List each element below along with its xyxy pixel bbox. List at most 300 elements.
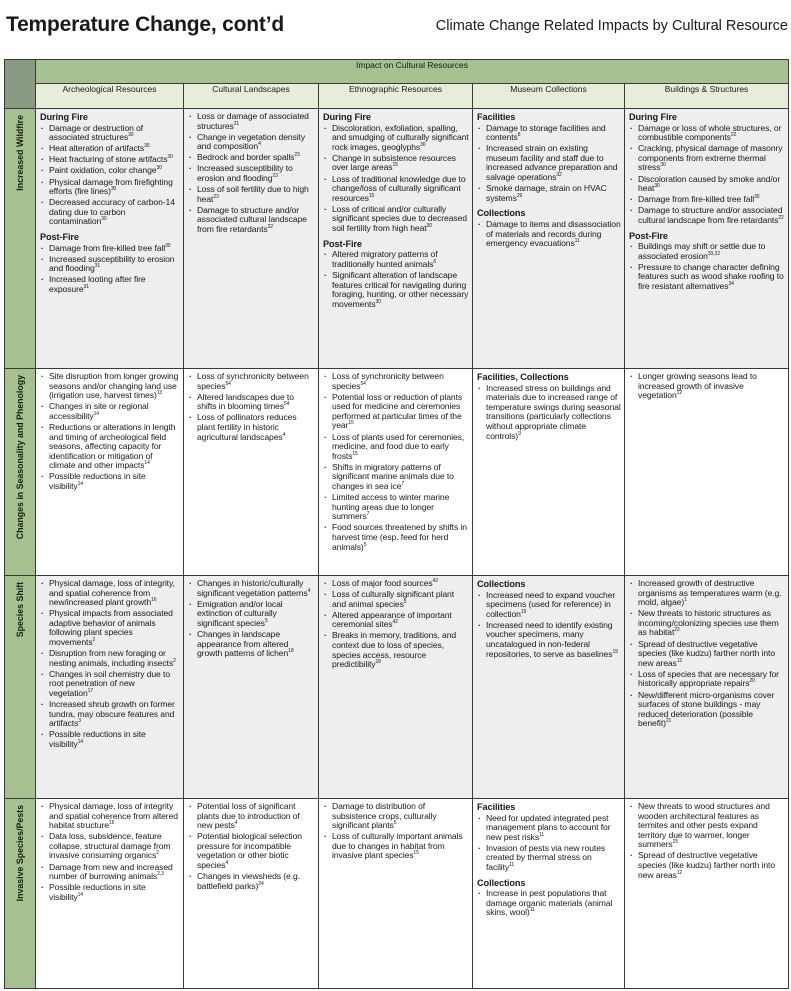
list-item xyxy=(188,133,315,152)
cell-museum xyxy=(473,576,625,799)
list-item-text: Increased growth of destructive organisms as temperatures warm (e.g. mold, algae) xyxy=(638,578,782,608)
cell-ethnographic xyxy=(319,109,473,369)
list-item-text: Increased looting after fire exposure xyxy=(49,274,146,294)
citation-ref: 19 xyxy=(520,608,527,615)
list-item xyxy=(629,802,785,850)
subheading: During Fire xyxy=(629,112,677,122)
bullet-list xyxy=(323,372,469,552)
citation-ref: 11 xyxy=(529,907,535,914)
list-item-text: Damage to storage facilities and contents xyxy=(486,122,606,143)
list-item xyxy=(188,112,315,131)
list-item xyxy=(188,600,315,629)
citation-ref: 14 xyxy=(144,460,150,467)
citation-ref: 15 xyxy=(413,850,419,857)
list-item-text: Increased need to identify existing voucher specimens, many uncatalogued in non-federal repositories, to serve as baselines xyxy=(486,619,613,659)
citation-ref: 30 xyxy=(660,162,666,169)
list-item xyxy=(323,631,469,669)
citation-ref: 54 xyxy=(283,401,290,408)
cell-buildings xyxy=(625,369,789,576)
list-item xyxy=(323,493,469,522)
subheading: During Fire xyxy=(323,112,371,122)
list-item-text: Damage to distribution of subsistence crops, culturally significant plants xyxy=(332,801,437,831)
list-item-text: Data loss, subsidence, feature collapse, structural damage from invasive consuming organics xyxy=(49,831,171,861)
citation-ref: 4 xyxy=(234,820,238,827)
list-item-text: Need for updated integrated pest management plans to account for new pest risks xyxy=(486,812,611,842)
list-item xyxy=(40,670,180,699)
citation-ref: 23 xyxy=(213,193,219,200)
list-item-text: New/different micro-organisms cover surfaces of stone buildings - may reduced deterioration (possible benefit) xyxy=(638,689,775,729)
list-item xyxy=(323,611,469,630)
list-item xyxy=(188,206,315,235)
citation-ref: 42 xyxy=(392,619,398,626)
citation-ref: 14 xyxy=(93,411,99,418)
citation-ref: 4 xyxy=(258,141,261,148)
list-item-text: Potential biological selection pressure for incompatible vegetation or other biotic species xyxy=(197,831,302,871)
list-item xyxy=(477,184,621,203)
list-item-text: Longer growing seasons lead to increased growth of invasive vegetation xyxy=(638,371,757,401)
citation-ref: 5 xyxy=(363,541,367,548)
list-item xyxy=(188,372,315,391)
citation-ref: 17 xyxy=(87,688,94,695)
list-item xyxy=(40,423,180,471)
cell-museum xyxy=(473,109,625,369)
list-item xyxy=(323,124,469,153)
cell-landscapes xyxy=(184,799,319,989)
list-item xyxy=(629,242,785,261)
bullet-list xyxy=(477,591,621,660)
citation-ref: 4 xyxy=(282,431,286,438)
citation-ref: 15 xyxy=(392,162,398,169)
citation-ref: 30 xyxy=(156,165,162,172)
page-header xyxy=(0,0,791,52)
citation-ref: 5 xyxy=(264,618,268,625)
cell-ethnographic xyxy=(319,369,473,576)
list-item-text: Disruption from new foraging or nesting animals, including insects xyxy=(49,648,174,668)
citation-ref: 30 xyxy=(165,242,171,249)
list-item-text: Damage or destruction of associated structures xyxy=(49,122,144,143)
subheading: Collections xyxy=(477,579,526,589)
list-item-text: Potential loss or reduction of plants used for medicine and ceremonies performed at particular times of the year xyxy=(332,391,463,431)
list-item xyxy=(40,244,180,254)
list-item xyxy=(188,872,315,891)
subheading: Facilities xyxy=(477,112,516,122)
list-item-text: Increased shrub growth on former tundra, may obscure features and artifacts xyxy=(49,699,175,729)
bullet-list xyxy=(323,250,469,309)
list-item xyxy=(40,579,180,608)
bullet-list xyxy=(629,242,785,291)
citation-ref: 15 xyxy=(348,420,354,427)
citation-ref: 7 xyxy=(366,511,370,518)
bullet-list xyxy=(629,579,785,729)
list-item xyxy=(40,832,180,861)
citation-ref: 14 xyxy=(77,481,83,488)
list-item xyxy=(40,730,180,749)
page-subtitle: Climate Change Related Impacts by Cultural Resource xyxy=(435,18,788,34)
bullet-list xyxy=(40,802,180,902)
list-item-text: Altered landscapes due to shifts in blooming times xyxy=(197,391,294,412)
citation-ref: 23 xyxy=(294,152,300,159)
row-header-label: Invasive Species/Pests xyxy=(15,805,25,902)
cell-archeological xyxy=(36,109,184,369)
citation-ref: 30 xyxy=(128,132,134,139)
subheading: Collections xyxy=(477,208,526,219)
list-item-text: Smoke damage, strain on HVAC systems xyxy=(486,183,607,203)
list-item xyxy=(323,802,469,831)
citation-ref: 11 xyxy=(509,862,515,869)
cell-buildings xyxy=(625,799,789,989)
list-item xyxy=(629,263,785,292)
list-item xyxy=(188,579,315,598)
list-item xyxy=(188,413,315,442)
list-item-text: Change in vegetation density and composition xyxy=(197,131,306,152)
list-item-text: Altered migratory patterns of traditionally hunted animals xyxy=(332,249,438,269)
cell-archeological xyxy=(36,799,184,989)
list-item-text: Paint oxidation, color change xyxy=(49,165,157,176)
list-item xyxy=(477,144,621,182)
citation-ref: 2 xyxy=(156,850,159,857)
list-item xyxy=(629,372,785,401)
bullet-list xyxy=(477,220,621,249)
list-item-text: Damage from fire-killed tree fall xyxy=(638,194,755,205)
citation-ref: 30 xyxy=(144,143,150,150)
list-item-text: Damage from fire-killed tree fall xyxy=(49,242,166,253)
list-item-text: Loss or damage of associated structures xyxy=(197,111,309,131)
list-item xyxy=(40,372,180,401)
list-item xyxy=(629,175,785,194)
cell-ethnographic xyxy=(319,799,473,989)
list-item-text: Possible reductions in site visibility xyxy=(49,882,146,902)
list-item xyxy=(477,220,621,249)
bullet-list xyxy=(188,579,315,659)
list-item-text: Increased susceptibility to erosion and flooding xyxy=(197,163,293,184)
list-item-text: Bedrock and border spalls xyxy=(197,152,295,163)
citation-ref: 30 xyxy=(426,223,432,230)
list-item xyxy=(40,609,180,647)
table-body xyxy=(5,109,789,989)
list-item-text: Emigration and/or local extinction of culturally significant species xyxy=(197,598,283,628)
citation-ref: 4 xyxy=(225,860,229,867)
list-item xyxy=(629,124,785,143)
list-item-text: Loss of traditional knowledge due to change/loss of culturally significant resources xyxy=(332,173,466,203)
citation-ref: 16 xyxy=(108,820,115,827)
list-item-text: Cracking, physical damage of masonry components from extreme thermal stress xyxy=(638,143,783,173)
list-item-text: Invasion of pests via new routes created by thermal stress on facility xyxy=(486,842,606,873)
citation-ref: 16 xyxy=(151,597,157,604)
list-item xyxy=(629,691,785,729)
list-item-text: Pressure to change character defining features such as wood shake roofing to fire resistant alternatives xyxy=(638,261,784,291)
citation-ref: 34 xyxy=(728,281,734,288)
list-item xyxy=(188,164,315,183)
citation-ref: 6 xyxy=(433,258,437,265)
citation-ref: 30 xyxy=(420,141,426,148)
list-item xyxy=(40,700,180,729)
list-item-text: Increase in pest populations that damage organic materials (animal skins, wool) xyxy=(486,888,613,918)
column-header-buildings: Buildings & Structures xyxy=(625,84,789,109)
list-item-text: Damage or loss of whole structures, or combustible components xyxy=(638,122,782,143)
list-item-text: Change in subsistence resources over large areas xyxy=(332,152,456,173)
citation-ref: 12 xyxy=(676,657,683,664)
column-header-archeological: Archeological Resources xyxy=(36,84,184,109)
citation-ref: 5 xyxy=(393,820,397,827)
citation-ref: 18 xyxy=(288,648,294,655)
list-item-text: Loss of soil fertility due to high heat xyxy=(197,184,309,204)
citation-ref: 15 xyxy=(352,450,358,457)
list-item xyxy=(323,579,469,589)
list-item xyxy=(477,889,621,918)
row-seasonality-phenology xyxy=(5,369,789,576)
impact-header: Impact on Cultural Resources xyxy=(36,60,789,84)
citation-ref: 14 xyxy=(77,891,83,898)
citation-ref: 30 xyxy=(375,298,381,305)
list-item-text: Loss of culturally important animals due to changes in habitat from invasive plant species xyxy=(332,831,463,861)
row-header xyxy=(5,576,36,799)
list-item-text: Possible reductions in site visibility xyxy=(49,729,146,749)
citation-ref: 1 xyxy=(684,597,687,604)
bullet-list xyxy=(477,814,621,873)
list-item-text: Reductions or alterations in length and timing of archeological field seasons, affecting capacity for identification or mitigation of climate and other impacts xyxy=(49,421,176,471)
list-item-text: Heat alteration of artifacts xyxy=(49,143,145,154)
list-item xyxy=(323,523,469,552)
citation-ref: 33,22 xyxy=(707,250,720,257)
list-item xyxy=(477,384,621,442)
page-title: Temperature Change, cont’d xyxy=(6,13,284,36)
list-item xyxy=(188,153,315,163)
list-item xyxy=(188,185,315,204)
list-item xyxy=(323,250,469,269)
list-item xyxy=(188,832,315,870)
list-item-text: Loss of pollinators reduces plant fertility in historic agricultural landscapes xyxy=(197,412,297,442)
list-item-text: Changes in viewsheds (e.g. battlefield parks) xyxy=(197,871,300,891)
cell-landscapes xyxy=(184,369,319,576)
citation-ref: 54 xyxy=(225,380,231,387)
list-item xyxy=(40,275,180,294)
list-item xyxy=(629,609,785,638)
citation-ref: 3 xyxy=(78,718,81,725)
list-item xyxy=(477,591,621,620)
list-item xyxy=(323,393,469,431)
bullet-list xyxy=(477,384,621,442)
list-item-text: Changes in soil chemistry due to root penetration of new vegetation xyxy=(49,668,170,699)
list-item xyxy=(40,124,180,143)
citation-ref: 22 xyxy=(674,627,680,634)
table-corner xyxy=(5,60,36,109)
list-item-text: Spread of destructive vegetative species (like kudzu) farther north into new areas xyxy=(638,638,776,668)
list-item-text: Damage to structure and/or associated cultural landscape from fire retardants xyxy=(197,204,307,235)
list-item xyxy=(629,144,785,173)
subheading: During Fire xyxy=(40,112,88,122)
list-item-text: Changes in landscape appearance from altered growth patterns of lichen xyxy=(197,628,289,659)
list-item-text: Physical impacts from associated adaptive behavior of animals following plant species movements xyxy=(49,608,173,648)
cell-archeological xyxy=(36,576,184,799)
list-item-text: Potential loss of significant plants due to introduction of new pests xyxy=(197,801,300,831)
list-item-text: Altered appearance of important ceremonial sites xyxy=(332,609,452,630)
bullet-list xyxy=(629,124,785,226)
list-item-text: Food sources threatened by shifts in harvest time (esp. feed for herd animals) xyxy=(332,522,467,552)
list-item xyxy=(477,621,621,659)
row-species-shift xyxy=(5,576,789,799)
row-invasive-species xyxy=(5,799,789,989)
list-item-text: New threats to historic structures as incoming/colonizing species use them as habitat xyxy=(638,608,779,638)
impacts-table xyxy=(4,59,789,989)
list-item-text: Limited access to winter marine hunting areas due to longer summers xyxy=(332,492,450,522)
list-item xyxy=(323,271,469,309)
list-item xyxy=(188,802,315,831)
cell-buildings xyxy=(625,576,789,799)
list-item-text: Physical damage, loss of integrity and spatial coherence from altered habitat structure xyxy=(49,801,178,831)
list-item-text: Physical damage from firefighting efforts (fire lines) xyxy=(49,176,173,197)
list-item xyxy=(40,472,180,491)
list-item xyxy=(323,832,469,861)
list-item xyxy=(477,814,621,843)
list-item-text: Changes in historic/culturally significant vegetation patterns xyxy=(197,578,308,598)
list-item xyxy=(40,255,180,274)
citation-ref: 30 xyxy=(110,186,117,193)
row-header-label: Changes in Seasonality and Phenology xyxy=(15,375,25,540)
list-item xyxy=(40,144,180,154)
cell-archeological xyxy=(36,369,184,576)
list-item-text: Decreased accuracy of carbon-14 dating due to carbon contamination xyxy=(49,197,175,227)
list-item-text: Breaks in memory, traditions, and context due to loss of species, species access, resource predictibility xyxy=(332,630,457,670)
citation-ref: 30 xyxy=(167,154,173,161)
citation-ref: 21 xyxy=(665,718,672,725)
citation-ref: 13 xyxy=(156,390,163,397)
list-item xyxy=(40,166,180,176)
list-item xyxy=(323,205,469,234)
list-item-text: Increased susceptibility to erosion and flooding xyxy=(49,253,175,274)
bullet-list xyxy=(629,372,785,401)
list-item-text: Changes in site or regional accessibility xyxy=(49,401,149,421)
citation-ref: 31 xyxy=(94,263,101,270)
list-item xyxy=(40,863,180,882)
cell-museum xyxy=(473,799,625,989)
list-item xyxy=(188,630,315,659)
citation-ref: 23 xyxy=(272,173,278,180)
bullet-list xyxy=(188,112,315,235)
citation-ref: 21 xyxy=(233,120,240,127)
column-header-museum: Museum Collections xyxy=(473,84,625,109)
list-item-text: Loss of major food sources xyxy=(332,578,433,588)
list-item-text: Spread of destructive vegetative species (like kudzu) farther north into new areas xyxy=(638,850,776,880)
citation-ref: 9 xyxy=(518,430,521,437)
list-item xyxy=(629,195,785,205)
list-item xyxy=(188,393,315,412)
list-item-text: Significant alteration of landscape features critical for navigating during foraging, hunting, or other necessary movements xyxy=(332,269,469,309)
citation-ref: 12 xyxy=(676,869,683,876)
list-item xyxy=(40,802,180,831)
citation-ref: 12 xyxy=(676,390,683,397)
citation-ref: 22 xyxy=(730,132,737,139)
citation-ref: 11 xyxy=(574,238,580,245)
citation-ref: 54 xyxy=(360,380,366,387)
list-item-text: Shifts in migratory patterns of significant marine animals due to changes in sea ice xyxy=(332,461,454,492)
row-header xyxy=(5,109,36,369)
list-item xyxy=(40,883,180,902)
bullet-list xyxy=(477,124,621,204)
list-item-text: Loss of species that are necessary for historically appropriate repairs xyxy=(638,668,779,689)
subheading: Post-Fire xyxy=(629,230,668,241)
citation-ref: 4 xyxy=(307,587,311,594)
list-item xyxy=(323,590,469,609)
list-item-text: Possible reductions in site visibility xyxy=(49,471,146,492)
subheading: Post-Fire xyxy=(323,238,362,249)
bullet-list xyxy=(40,372,180,492)
citation-ref: 2 xyxy=(92,637,96,644)
subheading: Facilities xyxy=(477,802,516,812)
subheading: Collections xyxy=(477,877,526,888)
citation-ref: 29 xyxy=(516,192,523,199)
bullet-list xyxy=(323,124,469,234)
list-item-text: Loss of plants used for ceremonies, medicine, and food due to early frosts xyxy=(332,431,465,461)
list-item xyxy=(40,649,180,668)
list-item-text: Discoloration caused by smoke and/or heat xyxy=(638,173,781,194)
bullet-list xyxy=(629,802,785,880)
list-item xyxy=(629,579,785,608)
subheading: Post-Fire xyxy=(40,232,79,243)
list-item xyxy=(629,206,785,225)
bullet-list xyxy=(188,372,315,442)
citation-ref: 42 xyxy=(432,578,438,585)
column-header-ethnographic: Ethnographic Resources xyxy=(319,84,473,109)
list-item-text: Damage to structure and/or associated cultural landscape from fire retardants xyxy=(638,205,783,225)
citation-ref: 32 xyxy=(556,172,562,179)
list-item xyxy=(323,175,469,204)
list-item-text: Loss of culturally significant plant and animal species xyxy=(332,589,455,609)
list-item-text: Site disruption from longer growing seasons and/or changing land use (irrigation use, harvest times) xyxy=(49,371,179,401)
bullet-list xyxy=(323,579,469,670)
list-item-text: Loss of critical and/or culturally significant species due to decreased soil fertility from high heat xyxy=(332,203,467,234)
list-item-text: Increased strain on existing museum facility and staff due to increased advance preparation and salvage operations xyxy=(486,143,618,183)
subheading: Facilities, Collections xyxy=(477,372,569,382)
list-item-text: Damage from new and increased number of burrowing animals xyxy=(49,861,173,882)
list-item-text: Increased need to expand voucher specimens (used for reference) in collection xyxy=(486,589,616,619)
cell-landscapes xyxy=(184,109,319,369)
citation-ref: 2 xyxy=(173,657,176,664)
list-item xyxy=(323,372,469,391)
citation-ref: 15 xyxy=(368,192,375,199)
bullet-list xyxy=(188,802,315,891)
row-header-label: Increased Wildfire xyxy=(15,115,25,191)
bullet-list xyxy=(40,124,180,227)
list-item xyxy=(477,844,621,873)
list-item xyxy=(40,155,180,165)
bullet-list xyxy=(323,802,469,861)
citation-ref: 30 xyxy=(101,216,107,223)
list-item-text: Increased stress on buildings and materials due to increased range of temperature swings during seasonal transitions (particularly collections without appropriate climate controls) xyxy=(486,382,621,441)
bullet-list xyxy=(40,579,180,750)
column-header-landscapes: Cultural Landscapes xyxy=(184,84,319,109)
citation-ref: 24 xyxy=(258,880,264,887)
list-item xyxy=(40,402,180,421)
list-item xyxy=(477,124,621,143)
list-item xyxy=(629,640,785,669)
citation-ref: 19 xyxy=(612,648,618,655)
list-item-text: Loss of synchronicity between species xyxy=(332,371,444,391)
citation-ref: 22 xyxy=(778,215,784,222)
list-item-text: New threats to wood structures and wooden architectural features as termites and other pests expand territory due to warmer, longer summers xyxy=(638,801,770,850)
list-item xyxy=(629,851,785,880)
bullet-list xyxy=(477,889,621,918)
citation-ref: 31 xyxy=(83,284,89,291)
list-item-text: Loss of synchronicity between species xyxy=(197,371,309,391)
bullet-list xyxy=(40,244,180,295)
citation-ref: 20 xyxy=(749,678,755,685)
cell-buildings xyxy=(625,109,789,369)
cell-landscapes xyxy=(184,576,319,799)
list-item xyxy=(40,198,180,227)
citation-ref: 8 xyxy=(517,132,521,139)
cell-museum xyxy=(473,369,625,576)
citation-ref: 22 xyxy=(267,224,273,231)
